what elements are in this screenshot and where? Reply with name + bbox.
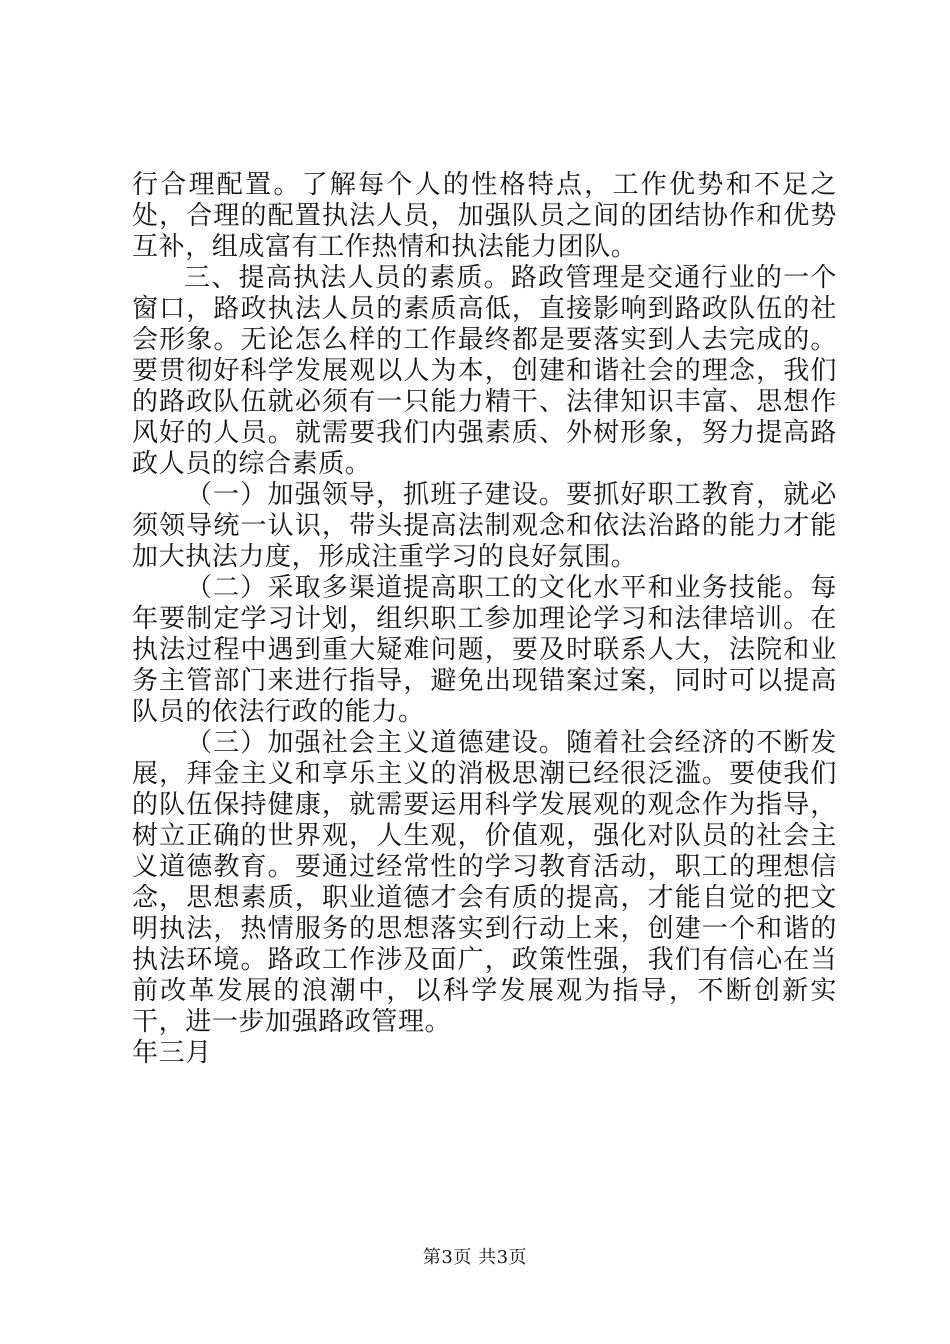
paragraph-item-three: （三）加强社会主义道德建设。随着社会经济的不断发展，拜金主义和享乐主义的消极思潮已经很泛滥。要使我们的队伍保持健康，就需要运用科学发展观的观念作为指导，树立正确的世界观，人生观，价值观，强化对队员的社会主义道德教育。要通过经常性的学习教育活动，职工的理想信念，思想素质，职业道德才会有质的提高，才能自觉的把文明执法，热情服务的思想落实到行动上来，创建一个和谐的执法环境。路政工作涉及面广，政策性强，我们有信心在当前改革发展的浪潮中，以科学发展观为指导，不断创新实干，进一步加强路政管理。	[132, 728, 837, 1037]
paragraph-item-one: （一）加强领导，抓班子建设。要抓好职工教育，就必须领导统一认识，带头提高法制观念和依法治路的能力才能加大执法力度，形成注重学习的良好氛围。	[132, 480, 837, 572]
date-line: 年三月	[132, 1038, 212, 1068]
page-number-footer: 第3页 共3页	[422, 1247, 528, 1268]
paragraph-section-three: 三、提高执法人员的素质。路政管理是交通行业的一个窗口，路政执法人员的素质高低，直接影响到路政队伍的社会形象。无论怎么样的工作最终都是要落实到人去完成的。要贯彻好科学发展观以人为本，创建和谐社会的理念，我们的路政队伍就必须有一只能力精干、法律知识丰富、思想作风好的人员。就需要我们内强素质、外树形象，努力提高路政人员的综合素质。	[132, 263, 837, 479]
paragraph-item-two: （二）采取多渠道提高职工的文化水平和业务技能。每年要制定学习计划，组织职工参加理论学习和法律培训。在执法过程中遇到重大疑难问题，要及时联系人大，法院和业务主管部门来进行指导，避免出现错案过案，同时可以提高队员的依法行政的能力。	[132, 573, 837, 727]
document-body	[132, 170, 837, 1069]
paragraph-continuation: 行合理配置。了解每个人的性格特点，工作优势和不足之处，合理的配置执法人员，加强队员之间的团结协作和优势互补，组成富有工作热情和执法能力团队。	[132, 170, 837, 262]
